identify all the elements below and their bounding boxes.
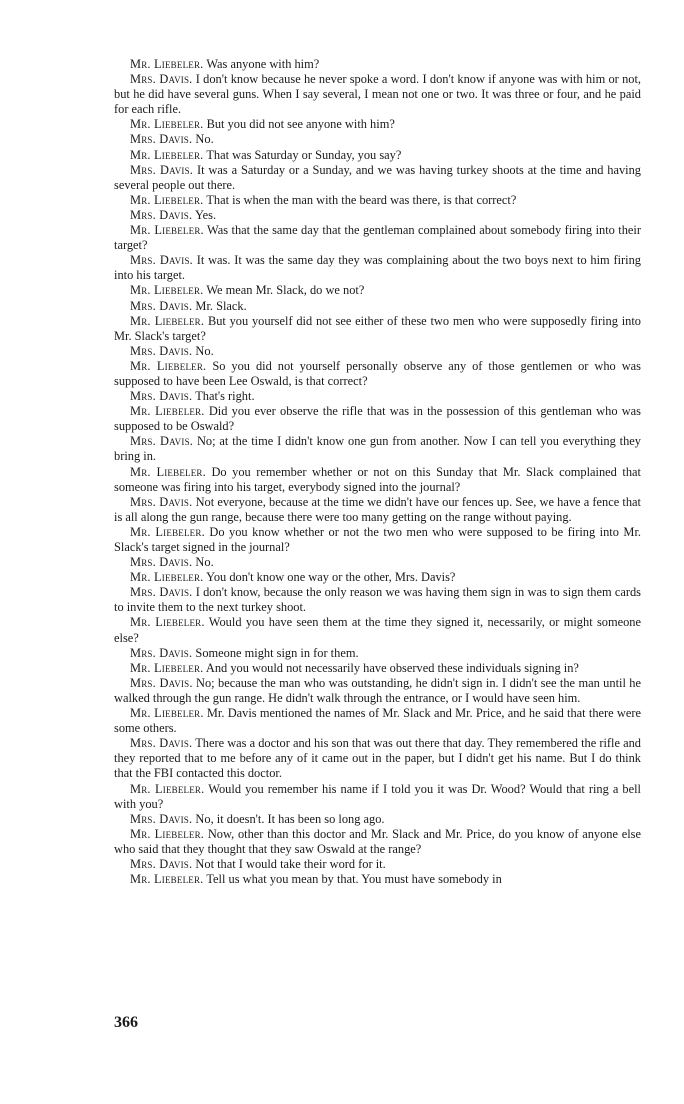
testimony-paragraph [114,646,641,661]
testimony-paragraph [114,283,641,298]
testimony-paragraph [114,782,641,812]
testimony-paragraph [114,314,641,344]
paragraph-text: Was anyone with him? [206,57,320,71]
paragraph-text: And you would not necessarily have observed these individuals signing in? [205,660,579,675]
paragraph-text: Tell us what you mean by that. You must have somebody in [206,872,502,887]
speaker-name: Mrs. Davis. [130,162,194,177]
paragraph-text: Mr. Slack. [195,298,247,313]
speaker-name: Mr. Liebeler. [130,57,204,71]
paragraph-text: Was that the same day that the gentleman complained about somebody firing into their target? [114,223,641,253]
paragraph-text: Would you remember his name if I told you it was Dr. Wood? Would that ring a bell with you? [114,781,641,811]
testimony-paragraph [114,344,641,359]
testimony-paragraph [114,359,641,389]
testimony-paragraph [114,857,641,872]
speaker-name: Mrs. Davis. [130,343,193,358]
speaker-name: Mr. Liebeler. [130,615,205,630]
speaker-name: Mr. Liebeler. [130,570,204,585]
paragraph-text: No; because the man who was outstanding, he didn't sign in. I didn't see the man until he walked through the gun range. He didn't walk through the entrance, or I would have seen him. [114,675,641,705]
testimony-paragraph [114,661,641,676]
speaker-name: Mr. Liebeler. [130,223,204,238]
testimony-paragraph [114,72,641,117]
speaker-name: Mr. Liebeler. [130,192,204,207]
testimony-paragraph [114,208,641,223]
page-number: 366 [114,1014,138,1031]
paragraph-text: Do you remember whether or not on this Sunday that Mr. Slack complained that someone was firing into his target, everybody signed into the journal? [114,464,641,494]
speaker-name: Mrs. Davis. [130,389,193,404]
testimony-paragraph [114,585,641,615]
paragraph-text: Not that I would take their word for it. [195,856,386,871]
speaker-name: Mr. Liebeler. [130,283,204,298]
speaker-name: Mr. Liebeler. [130,404,205,419]
speaker-name: Mr. Liebeler. [130,660,204,675]
paragraph-text: I don't know, because the only reason we was having them sign in was to sign them cards to invite them to the next turkey shoot. [114,585,641,615]
speaker-name: Mrs. Davis. [130,253,193,268]
speaker-name: Mrs. Davis. [130,207,193,222]
paragraph-text: That's right. [195,389,255,404]
paragraph-text: You don't know one way or the other, Mrs. Davis? [206,570,456,585]
testimony-paragraph [114,525,641,555]
paragraph-text: There was a doctor and his son that was out there that day. They remembered the rifle and they reported that to me before any of it came out in the paper, but I didn't get his name. But I do think that the FBI contacted this doctor. [114,736,642,781]
speaker-name: Mr. Liebeler. [130,464,206,479]
speaker-name: Mr. Liebeler. [130,147,204,162]
speaker-name: Mrs. Davis. [130,434,194,449]
paragraph-text: No; at the time I didn't know one gun from another. Now I can tell you everything they bring in. [114,434,641,464]
testimony-paragraph [114,57,641,72]
testimony-paragraph [114,676,641,706]
paragraph-text: It was a Saturday or a Sunday, and we was having turkey shoots at the time and having several people out there. [114,162,641,192]
speaker-name: Mrs. Davis. [130,72,193,87]
paragraph-text: Did you ever observe the rifle that was in the possession of this gentleman who was supposed to be Oswald? [114,404,642,434]
speaker-name: Mr. Liebeler. [130,313,205,328]
testimony-paragraph [114,163,641,193]
paragraph-text: Not everyone, because at the time we didn't have our fences up. See, we have a fence that is all along the gun range, because there were too many getting on the range without paying. [114,494,641,524]
testimony-text [114,57,641,887]
testimony-paragraph [114,465,641,495]
testimony-paragraph [114,389,641,404]
paragraph-text: Now, other than this doctor and Mr. Slack and Mr. Price, do you know of anyone else who said that they thought that they saw Oswald at the range? [114,826,641,856]
speaker-name: Mr. Liebeler. [130,826,205,841]
paragraph-text: No. [195,132,214,147]
paragraph-text: I don't know because he never spoke a word. I don't know if anyone was with him or not, but he did have several guns. When I say several, I mean not one or two. It was three or four, and he paid for each rifle. [114,72,641,117]
testimony-paragraph [114,555,641,570]
speaker-name: Mr. Liebeler. [130,358,207,373]
testimony-paragraph [114,812,641,827]
speaker-name: Mrs. Davis. [130,494,193,509]
paragraph-text: Yes. [194,207,217,222]
testimony-paragraph [114,223,641,253]
paragraph-text: Would you have seen them at the time they signed it, necessarily, or might someone else? [114,615,641,645]
testimony-paragraph [114,736,641,781]
testimony-paragraph [114,570,641,585]
paragraph-text: No. [195,555,214,570]
speaker-name: Mrs. Davis. [130,856,193,871]
paragraph-text: So you did not yourself personally observe any of those gentlemen or who was supposed to have been Lee Oswald, is that correct? [114,358,641,388]
paragraph-text: But you did not see anyone with him? [206,117,395,132]
testimony-paragraph [114,404,641,434]
paragraph-text: No. [195,343,214,358]
testimony-paragraph [114,193,641,208]
speaker-name: Mrs. Davis. [130,811,193,826]
paragraph-text: Someone might sign in for them. [195,645,359,660]
speaker-name: Mrs. Davis. [130,132,193,147]
paragraph-text: That is when the man with the beard was there, is that correct? [206,192,517,207]
testimony-paragraph [114,872,641,887]
speaker-name: Mr. Liebeler. [130,706,204,721]
speaker-name: Mrs. Davis. [130,675,193,690]
speaker-name: Mr. Liebeler. [130,781,205,796]
speaker-name: Mr. Liebeler. [130,524,205,539]
speaker-name: Mrs. Davis. [130,736,193,751]
testimony-paragraph [114,827,641,857]
testimony-paragraph [114,706,641,736]
speaker-name: Mrs. Davis. [130,555,193,570]
testimony-paragraph [114,253,641,283]
paragraph-text: We mean Mr. Slack, do we not? [206,283,365,298]
paragraph-text: But you yourself did not see either of these two men who were supposedly firing into Mr. Slack's target? [114,313,641,343]
paragraph-text: No, it doesn't. It has been so long ago. [195,811,385,826]
testimony-paragraph [114,148,641,163]
speaker-name: Mrs. Davis. [130,645,193,660]
speaker-name: Mrs. Davis. [130,298,193,313]
paragraph-text: It was. It was the same day they was complaining about the two boys next to him firing into his target. [114,253,641,283]
paragraph-text: Do you know whether or not the two men who were supposed to be firing into Mr. Slack's target signed in the journal? [114,524,641,554]
speaker-name: Mr. Liebeler. [130,117,204,132]
testimony-paragraph [114,434,641,464]
testimony-paragraph [114,495,641,525]
speaker-name: Mrs. Davis. [130,585,193,600]
paragraph-text: That was Saturday or Sunday, you say? [206,147,402,162]
testimony-paragraph [114,117,641,132]
speaker-name: Mr. Liebeler. [130,872,204,887]
testimony-paragraph [114,615,641,645]
testimony-paragraph [114,299,641,314]
testimony-paragraph [114,132,641,147]
paragraph-text: Mr. Davis mentioned the names of Mr. Slack and Mr. Price, and he said that there were some others. [114,706,641,736]
